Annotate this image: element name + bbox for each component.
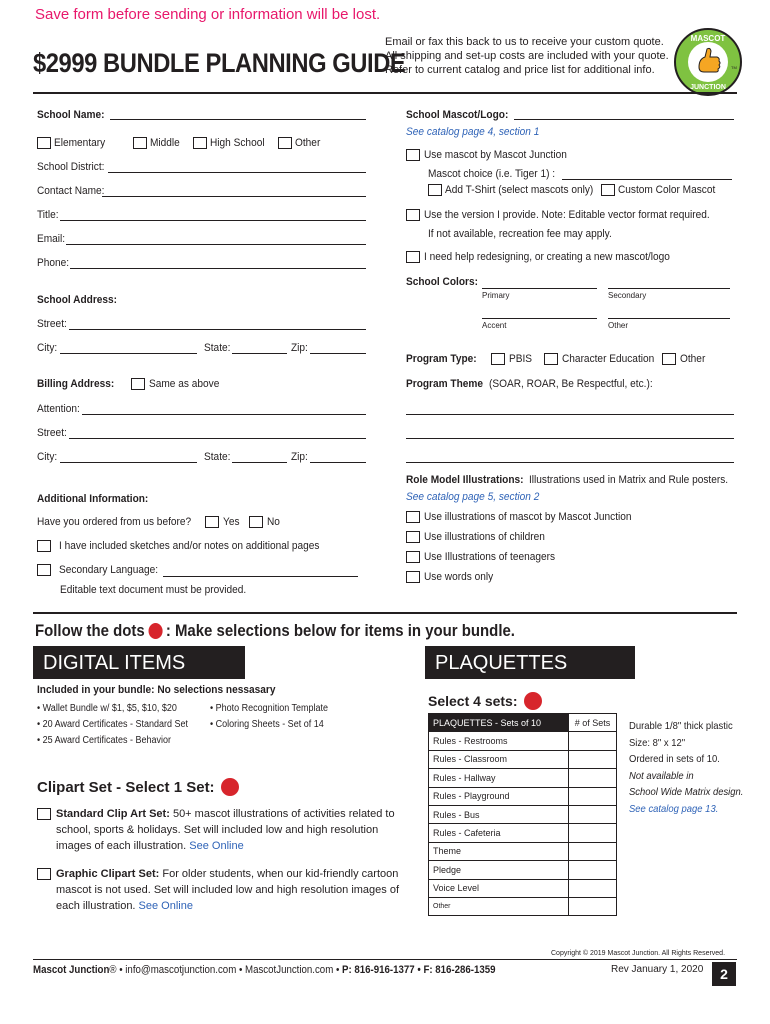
header-divider [33, 92, 737, 94]
custom-color-label: Custom Color Mascot [618, 184, 716, 196]
school-district-field[interactable] [108, 163, 366, 173]
plaquettes-description [629, 718, 743, 817]
program-type-row [406, 353, 708, 365]
school-name-label: School Name: [37, 109, 105, 121]
included-items-right [210, 701, 328, 733]
additional-info-label: Additional Information: [37, 493, 149, 505]
plaquette-name: Voice Level [429, 879, 569, 897]
secondary-caption: Secondary [608, 291, 647, 300]
ordered-before-row [37, 516, 281, 528]
table-row [429, 769, 617, 787]
billing-zip-field[interactable] [310, 453, 366, 463]
other-type-label: Other [295, 137, 321, 149]
red-dot-icon [148, 623, 162, 639]
plaquette-name: Rules - Restrooms [429, 732, 569, 750]
footer-contact-info: ® • info@mascotjunction.com • MascotJunction.com • [109, 964, 343, 976]
sets-input[interactable] [569, 787, 617, 805]
footer-divider [33, 959, 737, 960]
illus-mascot-label: Use illustrations of mascot by Mascot Junction [424, 511, 632, 523]
program-type-label: Program Type: [406, 353, 477, 365]
use-mascot-label: Use mascot by Mascot Junction [424, 149, 567, 161]
middle-checkbox[interactable] [133, 137, 147, 149]
desc-line: Durable 1/8" thick plastic [629, 720, 733, 732]
zip-label: Zip: [291, 342, 308, 354]
see-catalog-5-link[interactable]: See catalog page 5, section 2 [406, 491, 540, 503]
add-tshirt-checkbox[interactable] [428, 184, 442, 196]
same-as-above-checkbox[interactable] [131, 378, 145, 390]
school-colors-label: School Colors: [406, 276, 478, 288]
table-header-row [429, 714, 617, 732]
sets-input[interactable] [569, 750, 617, 768]
plaquette-name: Rules - Bus [429, 805, 569, 823]
title-field[interactable] [60, 211, 366, 221]
see-online-link[interactable]: See Online [189, 840, 244, 852]
use-version-label: Use the version I provide. Note: Editable vector format required. [424, 209, 710, 221]
email-field[interactable] [66, 235, 366, 245]
billing-state-label: State: [204, 451, 231, 463]
graphic-clipart-label: Graphic Clipart Set: [56, 868, 160, 880]
see-online-link[interactable]: See Online [138, 900, 193, 912]
add-tshirt-label: Add T-Shirt (select mascots only) [445, 184, 594, 196]
secondary-language-field[interactable] [163, 567, 358, 577]
sets-input[interactable] [569, 879, 617, 897]
table-row [429, 824, 617, 842]
illus-children-checkbox[interactable] [406, 531, 420, 543]
clipart-heading: Clipart Set - Select 1 Set: [37, 778, 215, 796]
contact-name-field[interactable] [102, 187, 366, 197]
phone-label: Phone: [37, 257, 70, 269]
secondary-language-label: Secondary Language: [59, 564, 159, 576]
red-dot-icon [221, 778, 239, 796]
sketches-label: I have included sketches and/or notes on additional pages [59, 540, 320, 552]
need-help-checkbox[interactable] [406, 251, 420, 263]
use-mascot-checkbox[interactable] [406, 149, 420, 161]
plaquette-name: Rules - Hallway [429, 769, 569, 787]
sets-input[interactable] [569, 824, 617, 842]
pbis-label: PBIS [508, 353, 532, 365]
billing-address-label: Billing Address: [37, 378, 115, 390]
plaquette-name: Pledge [429, 861, 569, 879]
sets-input[interactable] [569, 732, 617, 750]
billing-street-label: Street: [37, 427, 67, 439]
street-field[interactable] [69, 320, 366, 330]
mascot-choice-label: Mascot choice (i.e. Tiger 1) : [428, 168, 556, 180]
primary-color-field[interactable] [482, 279, 597, 289]
table-row [429, 897, 617, 915]
illus-option-row [406, 571, 499, 583]
illus-teenagers-label: Use Illustrations of teenagers [424, 551, 556, 563]
mascot-logo-field[interactable] [514, 110, 734, 120]
program-theme-label: Program Theme [406, 378, 484, 390]
other-color-field[interactable] [608, 309, 730, 319]
plaquettes-table [428, 713, 617, 916]
svg-text:JUNCTION: JUNCTION [690, 84, 726, 91]
desc-line: Not available in [629, 769, 694, 782]
school-name-field[interactable] [110, 110, 366, 120]
table-row [429, 842, 617, 860]
sets-input[interactable] [569, 861, 617, 879]
graphic-clipart-desc [56, 866, 401, 914]
sketches-row [37, 540, 342, 552]
page-number: 2 [712, 962, 736, 986]
clipart-heading-row [37, 778, 239, 796]
section-divider [33, 612, 737, 614]
standard-clipart-label: Standard Clip Art Set: [56, 808, 170, 820]
illus-teenagers-checkbox[interactable] [406, 551, 420, 563]
program-other-label: Other [680, 353, 706, 365]
sets-input[interactable] [569, 842, 617, 860]
desc-line: Size: 8" x 12" [629, 736, 686, 749]
red-dot-icon [524, 692, 542, 710]
attention-label: Attention: [37, 403, 80, 415]
use-version-checkbox[interactable] [406, 209, 420, 221]
words-only-label: Use words only [424, 571, 494, 583]
program-theme-row [406, 378, 667, 390]
zip-field[interactable] [310, 344, 366, 354]
digital-items-heading: DIGITAL ITEMS [33, 646, 245, 679]
footer-brand: Mascot Junction [33, 964, 110, 976]
illus-option-row [406, 531, 555, 543]
other-color-caption: Other [608, 321, 629, 330]
pbis-checkbox[interactable] [491, 353, 505, 365]
save-warning: Save form before sending or information will be lost. [35, 6, 381, 23]
editable-text-note: Editable text document must be provided. [60, 584, 247, 596]
tshirt-row [428, 184, 724, 196]
follow-dots-text: Follow the dots [35, 621, 145, 640]
sets-input[interactable] [569, 805, 617, 823]
follow-dots-heading [35, 621, 515, 641]
recreation-fee-note: If not available, recreation fee may apply. [428, 228, 612, 240]
note-line: Email or fax this back to us to receive your custom quote. [385, 36, 664, 48]
illus-option-row [406, 511, 650, 523]
street-label: Street: [37, 318, 67, 330]
plaquette-name: Rules - Playground [429, 787, 569, 805]
included-items-left [37, 701, 188, 749]
plaquette-name: Rules - Cafeteria [429, 824, 569, 842]
program-other-checkbox[interactable] [662, 353, 676, 365]
table-row [429, 732, 617, 750]
see-catalog-13-link[interactable]: See catalog page 13. [629, 802, 719, 815]
billing-city-field[interactable] [60, 453, 197, 463]
yes-checkbox[interactable] [205, 516, 219, 528]
school-district-label: School District: [37, 161, 105, 173]
select-sets-label: Select 4 sets: [428, 693, 518, 709]
program-theme-field-1[interactable] [406, 405, 734, 415]
standard-clipart-text: 50+ mascot illustrations of activities related to school, sports & holidays. Set will included low and high resolution images of each illustration. [56, 808, 395, 852]
quote-instructions [385, 35, 670, 77]
footer-contact [33, 964, 496, 976]
high-school-label: High School [210, 137, 265, 149]
program-theme-field-3[interactable] [406, 453, 734, 463]
school-address-label: School Address: [37, 294, 118, 306]
elementary-label: Elementary [54, 137, 106, 149]
sets-input[interactable] [569, 769, 617, 787]
table-row [429, 805, 617, 823]
plaquettes-heading: PLAQUETTES [425, 646, 635, 679]
no-checkbox[interactable] [249, 516, 263, 528]
note-line: All shipping and set-up costs are included with your quote. [385, 50, 669, 62]
middle-label: Middle [149, 137, 180, 149]
ordered-before-label: Have you ordered from us before? [37, 516, 192, 528]
billing-street-field[interactable] [69, 429, 366, 439]
desc-line: School Wide Matrix design. [629, 786, 744, 798]
billing-city-label: City: [37, 451, 58, 463]
email-label: Email: [37, 233, 66, 245]
role-model-label: Role Model Illustrations: [406, 474, 524, 486]
character-education-label: Character Education [561, 353, 655, 365]
custom-color-checkbox[interactable] [601, 184, 615, 196]
accent-caption: Accent [482, 321, 507, 330]
use-version-row [406, 209, 735, 221]
role-model-desc: Illustrations used in Matrix and Rule posters. [528, 474, 728, 486]
mascot-choice-field[interactable] [562, 170, 732, 180]
plaquette-name: Rules - Classroom [429, 750, 569, 768]
primary-caption: Primary [482, 291, 510, 300]
see-catalog-4-link[interactable]: See catalog page 4, section 1 [406, 126, 540, 138]
city-field[interactable] [60, 344, 197, 354]
table-row [429, 750, 617, 768]
sets-input[interactable] [569, 897, 617, 915]
contact-name-label: Contact Name: [37, 185, 105, 197]
state-field[interactable] [232, 344, 287, 354]
billing-state-field[interactable] [232, 453, 287, 463]
note-line: Refer to current catalog and price list for additional info. [385, 64, 655, 76]
list-item: • 20 Award Certificates - Standard Set [37, 719, 189, 730]
graphic-clipart-checkbox[interactable] [37, 868, 51, 880]
list-item: • Coloring Sheets - Set of 14 [210, 719, 324, 730]
secondary-language-row [37, 564, 167, 576]
list-item: • Wallet Bundle w/ $1, $5, $10, $20 [37, 703, 177, 714]
high-school-checkbox[interactable] [193, 137, 207, 149]
mascot-logo-label: School Mascot/Logo: [406, 109, 509, 121]
sketches-checkbox[interactable] [37, 540, 51, 552]
plaquettes-column-header: PLAQUETTES - Sets of 10 [429, 714, 569, 732]
no-label: No [266, 516, 280, 528]
svg-text:TM: TM [731, 65, 737, 70]
character-education-checkbox[interactable] [544, 353, 558, 365]
title-label: Title: [37, 209, 59, 221]
select-sets-row [428, 692, 542, 710]
same-as-above-label: Same as above [148, 378, 220, 390]
need-help-label: I need help redesigning, or creating a new mascot/logo [424, 251, 670, 263]
plaquette-name: Theme [429, 842, 569, 860]
follow-dots-instructions: : Make selections below for items in your bundle. [165, 621, 515, 640]
list-item: • Photo Recognition Template [210, 703, 329, 714]
included-bundle-label: Included in your bundle: No selections nessasary [37, 684, 276, 696]
billing-address-row [37, 378, 225, 390]
other-type-checkbox[interactable] [278, 137, 292, 149]
svg-text:MASCOT: MASCOT [690, 34, 726, 43]
sets-column-header: # of Sets [569, 714, 617, 732]
secondary-color-field[interactable] [608, 279, 730, 289]
program-theme-hint: (SOAR, ROAR, Be Respectful, etc.): [488, 378, 653, 390]
phone-field[interactable] [70, 259, 366, 269]
desc-line: Ordered in sets of 10. [629, 753, 720, 765]
city-label: City: [37, 342, 58, 354]
use-mascot-row [406, 149, 579, 161]
plaquette-name: Other [429, 897, 569, 915]
list-item: • 25 Award Certificates - Behavior [37, 735, 172, 746]
standard-clipart-desc [56, 806, 401, 854]
table-row [429, 861, 617, 879]
role-model-row [406, 474, 745, 486]
school-type-group [37, 137, 323, 149]
illus-option-row [406, 551, 566, 563]
footer-phone-fax: P: 816-916-1377 • F: 816-286-1359 [342, 964, 496, 976]
state-label: State: [204, 342, 231, 354]
illus-children-label: Use illustrations of children [424, 531, 545, 543]
program-theme-field-2[interactable] [406, 429, 734, 439]
page-title: $2999 BUNDLE PLANNING GUIDE [33, 48, 406, 78]
attention-field[interactable] [82, 405, 366, 415]
billing-zip-label: Zip: [291, 451, 308, 463]
need-help-row [406, 251, 691, 263]
yes-label: Yes [222, 516, 240, 528]
standard-clipart-checkbox[interactable] [37, 808, 51, 820]
words-only-checkbox[interactable] [406, 571, 420, 583]
elementary-checkbox[interactable] [37, 137, 51, 149]
illus-mascot-checkbox[interactable] [406, 511, 420, 523]
secondary-language-checkbox[interactable] [37, 564, 51, 576]
graphic-clipart-text: For older students, when our kid-friendly cartoon mascot is not used. Set will included low and high resolution images of each illustration. [56, 868, 400, 912]
table-row [429, 879, 617, 897]
table-row [429, 787, 617, 805]
copyright: Copyright © 2019 Mascot Junction. All Rights Reserved. [551, 950, 726, 957]
mascot-junction-logo [673, 27, 743, 97]
accent-color-field[interactable] [482, 309, 597, 319]
revision-date: Rev January 1, 2020 [611, 964, 704, 975]
